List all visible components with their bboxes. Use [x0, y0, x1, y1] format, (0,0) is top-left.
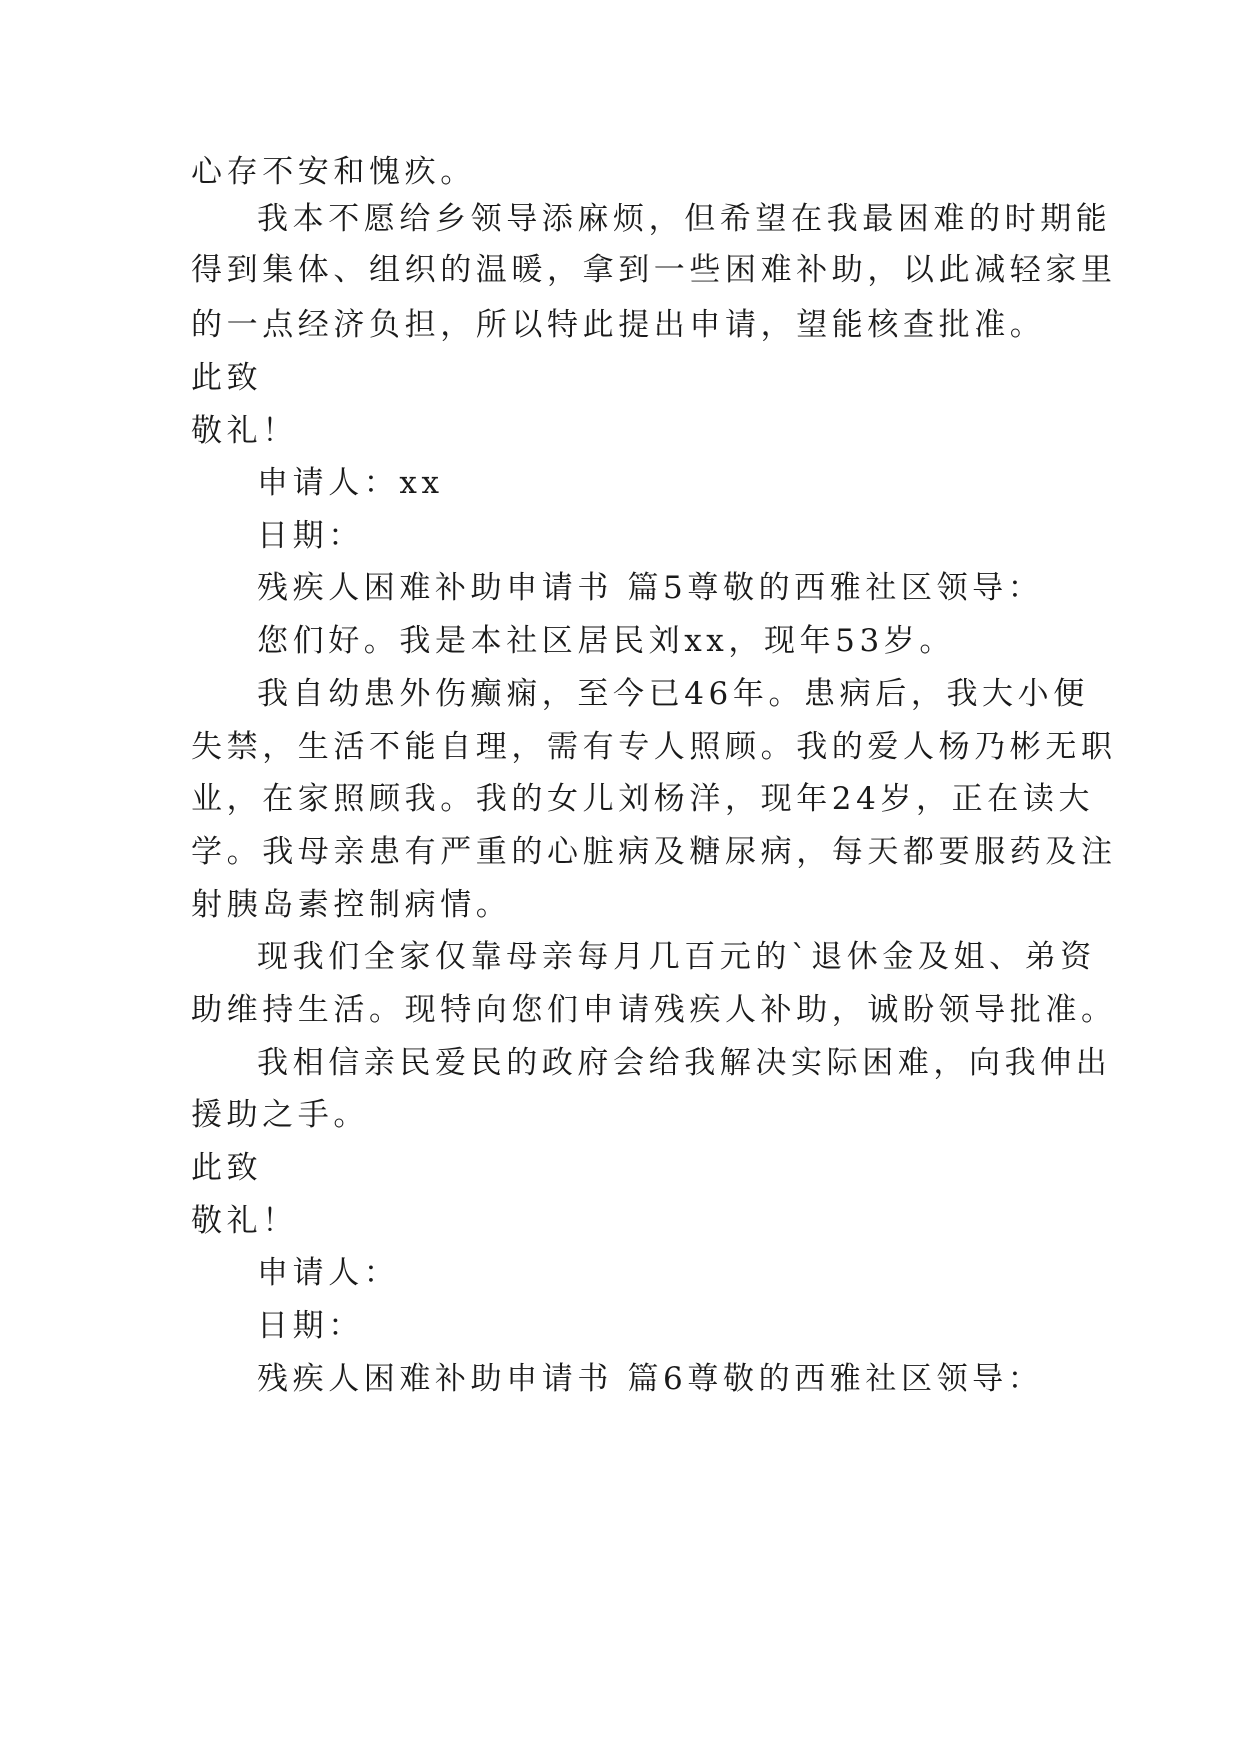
text-line: 学。我母亲患有严重的心脏病及糖尿病，每天都要服药及注	[191, 834, 1117, 870]
text-line: 助维持生活。现特向您们申请残疾人补助，诚盼领导批准。	[191, 992, 1117, 1028]
text-line: 我本不愿给乡领导添麻烦，但希望在我最困难的时期能	[257, 201, 1112, 237]
text-line: 射胰岛素控制病情。	[191, 887, 512, 923]
section-heading: 残疾人困难补助申请书 篇5尊敬的西雅社区领导：	[257, 570, 1044, 606]
text-line: 心存不安和愧疚。	[191, 154, 476, 190]
closing-regards: 敬礼！	[191, 1203, 298, 1239]
date-line: 日期：	[257, 518, 364, 554]
text-line: 的一点经济负担，所以特此提出申请，望能核查批准。	[191, 307, 1046, 343]
text-line: 我自幼患外伤癫痫，至今已46年。患病后，我大小便	[257, 676, 1089, 712]
date-line: 日期：	[257, 1308, 364, 1344]
text-line: 援助之手。	[191, 1097, 369, 1133]
text-line: 失禁，生活不能自理，需有专人照顾。我的爱人杨乃彬无职	[191, 729, 1117, 765]
text-line: 现我们全家仅靠母亲每月几百元的`退休金及姐、弟资	[257, 939, 1096, 975]
text-line: 您们好。我是本社区居民刘xx，现年53岁。	[257, 623, 956, 659]
text-line: 我相信亲民爱民的政府会给我解决实际困难，向我伸出	[257, 1045, 1112, 1081]
text-line: 业，在家照顾我。我的女儿刘杨洋，现年24岁，正在读大	[191, 781, 1095, 817]
closing-salutation: 此致	[191, 360, 263, 396]
text-line: 得到集体、组织的温暖，拿到一些困难补助，以此减轻家里	[191, 252, 1117, 288]
applicant-line: 申请人：	[257, 1255, 400, 1291]
applicant-line: 申请人：xx	[257, 465, 444, 501]
closing-regards: 敬礼！	[191, 413, 298, 449]
closing-salutation: 此致	[191, 1150, 263, 1186]
section-heading: 残疾人困难补助申请书 篇6尊敬的西雅社区领导：	[257, 1361, 1044, 1397]
